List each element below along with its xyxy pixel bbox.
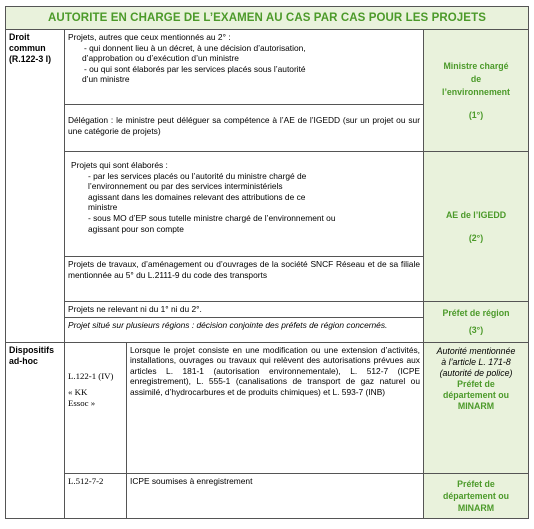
authority-prefet-region-num: (3°) xyxy=(468,324,484,335)
services-bullet2-line2: agissant pour son compte xyxy=(88,223,184,234)
services-projects-cell xyxy=(65,152,424,257)
title-row xyxy=(6,7,529,30)
kk-essoc-sub-line2: Essoc » xyxy=(68,397,96,408)
authority-kk-italic-line3: (autorité de police) xyxy=(439,367,513,378)
authority-icpe-line2: département ou xyxy=(443,490,509,501)
authority-igedd-label: AE de l’IGEDD xyxy=(445,209,507,220)
kk-essoc-sub-line1: « KK xyxy=(68,387,88,398)
authority-ministre-line2: de xyxy=(470,73,482,84)
droit-commun-line1: Droit xyxy=(9,32,30,42)
multi-region-note: Projet situé sur plusieurs régions : décision conjointe des préfets de région concernés. xyxy=(65,317,424,342)
ministre-bullet2-line2: d’un ministre xyxy=(82,74,130,85)
row-icpe xyxy=(6,473,529,518)
authority-icpe-line1: Préfet de xyxy=(457,478,495,489)
authority-ministre-num: (1°) xyxy=(468,109,484,120)
ministre-bullet1-line1: - qui donnent lieu à un décret, à une décision d’autorisation, xyxy=(84,42,306,53)
row-kk-essoc xyxy=(6,342,529,473)
authority-ministre-line3: l’environnement xyxy=(442,86,510,97)
icpe-ref-cell xyxy=(65,473,127,518)
ministre-projects-intro: Projets, autres que ceux mentionnés au 2° : xyxy=(68,32,231,42)
ministre-projects-cell xyxy=(65,30,424,105)
authority-kk-line1: Préfet de xyxy=(457,378,495,389)
services-bullet2-line1: - sous MO d’EP sous tutelle ministre chargé de l’environnement ou xyxy=(88,212,336,223)
droit-commun-line2: commun xyxy=(9,43,46,53)
authority-table xyxy=(5,6,529,519)
kk-essoc-ref: L.122-1 (IV) xyxy=(68,370,114,381)
icpe-text: ICPE soumises à enregistrement xyxy=(127,473,424,518)
services-bullet1-line4: ministre xyxy=(88,202,118,213)
row-services-projects xyxy=(6,152,529,257)
authority-kk-line3: MINARM xyxy=(457,400,495,411)
row-other-projects xyxy=(6,302,529,318)
document-page xyxy=(5,6,528,522)
authority-prefet-region-label: Préfet de région xyxy=(442,307,510,318)
kk-essoc-text: Lorsque le projet consiste en une modification ou une extension d’activités, installations, ouvrages ou travaux qui relèvent des autorisations prévues aux articles L. 181-1 (autorisation environnementale), L. 512-7 (ICPE enregistrement), L. 555-1 (canalisations de transport de gaz naturel ou assimilé, d’hydrocarbures et de produits chimiques) et L. 593-7 (INB) xyxy=(127,342,424,473)
authority-kk-essoc xyxy=(424,342,529,473)
adhoc-label xyxy=(6,342,65,518)
droit-commun-label xyxy=(6,30,65,343)
authority-kk-italic-line1: Autorité mentionnée xyxy=(436,345,516,356)
droit-commun-line3: (R.122-3 I) xyxy=(9,54,52,64)
authority-icpe-line3: MINARM xyxy=(457,502,495,513)
row-ministre-projects xyxy=(6,30,529,105)
authority-kk-line2: département ou xyxy=(443,389,509,400)
authority-kk-italic-line2: à l’article L. 171-8 xyxy=(441,356,511,367)
other-projects-cell: Projets ne relevant ni du 1° ni du 2°. xyxy=(65,302,424,318)
table-title: AUTORITE EN CHARGE DE L’EXAMEN AU CAS PAR CAS POUR LES PROJETS xyxy=(6,7,529,30)
services-bullet1-line1: - par les services placés ou l’autorité du ministre chargé de xyxy=(88,170,307,181)
authority-igedd-num: (2°) xyxy=(468,232,484,243)
adhoc-label-line1: Dispositifs xyxy=(9,344,54,355)
services-intro: Projets qui sont élaborés : xyxy=(71,160,168,170)
sncf-cell: Projets de travaux, d’aménagement ou d’ouvrages de la société SNCF Réseau et de sa filiale mentionnée au 5° du L.2111-9 du code des transports xyxy=(65,257,424,302)
authority-icpe xyxy=(424,473,529,518)
authority-igedd xyxy=(424,152,529,302)
authority-prefet-region xyxy=(424,302,529,343)
ministre-bullet1-line2: d’approbation ou d’exécution d’un ministre xyxy=(82,53,239,64)
ministre-bullet2-line1: - ou qui sont élaborés par les services placés sous l’autorité xyxy=(84,63,306,74)
services-bullet1-line3: agissant dans les domaines relevant des attributions de ce xyxy=(88,191,306,202)
authority-ministre xyxy=(424,30,529,152)
kk-essoc-ref-cell xyxy=(65,342,127,473)
delegation-cell: Délégation : le ministre peut déléguer sa compétence à l’AE de l’IGEDD (sur un projet ou sur une catégorie de projets) xyxy=(65,105,424,152)
authority-ministre-line1: Ministre chargé xyxy=(443,60,509,71)
adhoc-label-line2: ad-hoc xyxy=(9,355,38,366)
icpe-ref: L.512-7-2 xyxy=(68,475,104,486)
services-bullet1-line2: l’environnement ou par des services interministériels xyxy=(88,181,283,192)
